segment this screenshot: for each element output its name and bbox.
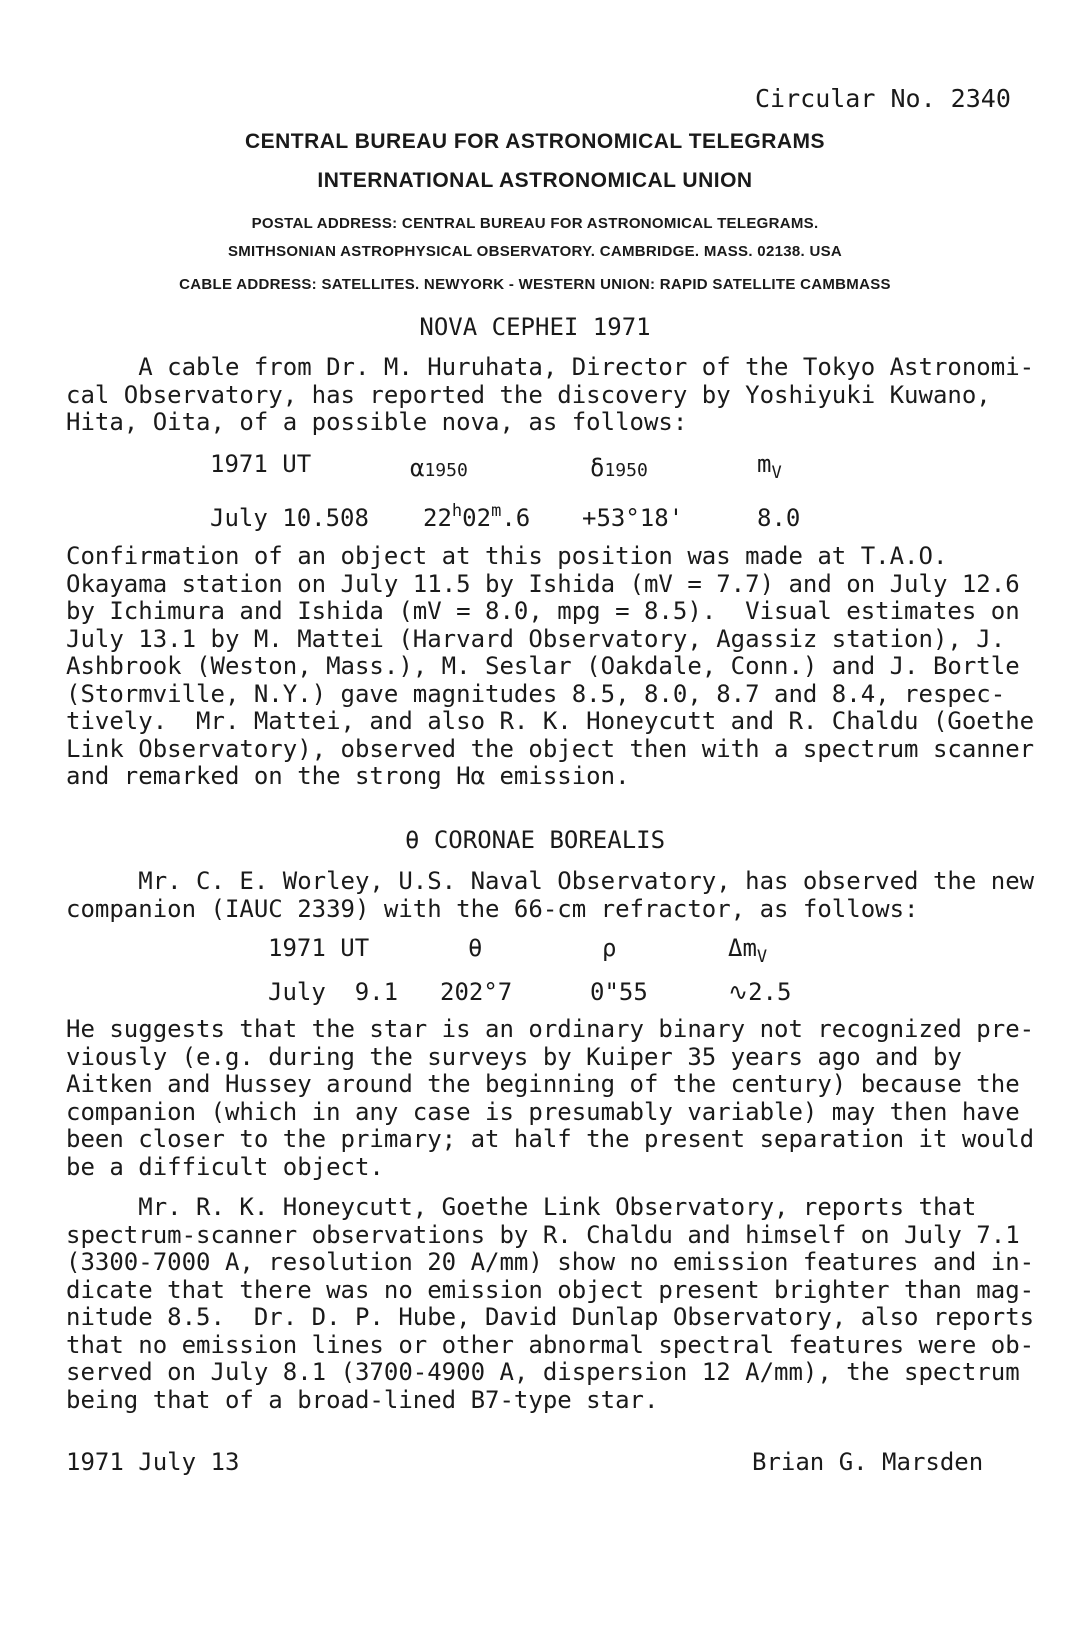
issue-date: 1971 July 13 <box>66 1448 240 1476</box>
honeycutt-paragraph <box>66 1193 1035 1414</box>
nova-section-title: NOVA CEPHEI 1971 <box>419 313 651 341</box>
nova-right-ascension: 22$^h$02$^m$.6 <box>423 501 531 532</box>
nova-body-line: Ashbrook (Weston, Mass.), M. Seslar (Oakdale, Conn.) and J. Bortle <box>66 652 1020 680</box>
nova-body-paragraph <box>66 542 1035 791</box>
postal-address-line-2: SMITHSONIAN ASTROPHYSICAL OBSERVATORY. CAMBRIDGE. MASS. 02138. USA <box>227 243 843 260</box>
honeycutt-line: that no emission lines or other abnormal spectral features were ob- <box>66 1330 1035 1359</box>
nova-col-ra-header: α1950 <box>410 454 468 482</box>
nova-body-line: by Ichimura and Ishida (mV = 8.0, mpg = 8.5). Visual estimates on <box>66 597 1020 625</box>
theta-separation: 0"55 <box>590 978 648 1006</box>
theta-body-line: Aitken and Hussey around the beginning of the century) because the <box>66 1070 1020 1098</box>
nova-declination: +53°18' <box>582 504 684 532</box>
nova-col-mag-header: $m_V$ <box>757 450 782 483</box>
theta-col-separation-header: ρ <box>602 934 617 962</box>
nova-position-table <box>0 450 1070 540</box>
bureau-title: CENTRAL BUREAU FOR ASTRONOMICAL TELEGRAMS <box>244 130 826 153</box>
honeycutt-line: nitude 8.5. Dr. D. P. Hube, David Dunlap Observatory, also reports <box>66 1303 1035 1331</box>
theta-col-ut-header: 1971 UT <box>268 934 370 962</box>
cable-address: CABLE ADDRESS: SATELLITES. NEWYORK - WESTERN UNION: RAPID SATELLITE CAMBMASS <box>179 276 891 293</box>
nova-intro-line: Hita, Oita, of a possible nova, as follows: <box>66 408 688 436</box>
theta-body-line: He suggests that the star is an ordinary binary not recognized pre- <box>66 1015 1035 1043</box>
theta-date: July 9.1 <box>268 978 399 1006</box>
union-title: INTERNATIONAL ASTRONOMICAL UNION <box>317 169 753 192</box>
theta-intro-paragraph <box>66 867 1035 923</box>
theta-body-paragraph <box>66 1015 1035 1181</box>
signature: Brian G. Marsden <box>752 1448 984 1476</box>
nova-body-line: and remarked on the strong Hα emission. <box>66 762 630 790</box>
honeycutt-line: (3300-7000 A, resolution 20 A/mm) show no emission features and in- <box>66 1248 1035 1276</box>
honeycutt-line: spectrum-scanner observations by R. Chaldu and himself on July 7.1 <box>66 1220 1020 1249</box>
circular-number: Circular No. 2340 <box>755 84 1011 113</box>
nova-body-line: (Stormville, N.Y.) gave magnitudes 8.5, 8.0, 8.7 and 8.4, respec- <box>66 679 1006 708</box>
theta-col-angle-header: θ <box>468 934 483 962</box>
nova-col-ut-header: 1971 UT <box>210 450 312 478</box>
theta-body-line: been closer to the primary; at half the present separation it would <box>66 1125 1035 1153</box>
nova-intro-line: A cable from Dr. M. Huruhata, Director of the Tokyo Astronomi- <box>66 353 1035 381</box>
nova-magnitude: 8.0 <box>757 504 801 532</box>
theta-body-line: be a difficult object. <box>66 1152 384 1181</box>
honeycutt-line: being that of a broad-lined B7-type star. <box>66 1385 659 1414</box>
theta-section-title: θ CORONAE BOREALIS <box>404 826 666 854</box>
honeycutt-line: served on July 8.1 (3700-4900 A, dispersion 12 A/mm), the spectrum <box>66 1358 1020 1386</box>
theta-col-dmag-header: $\Delta m_V$ <box>728 934 768 967</box>
nova-body-line: Okayama station on July 11.5 by Ishida (mV = 7.7) and on July 12.6 <box>66 569 1020 598</box>
nova-intro-line: cal Observatory, has reported the discovery by Yoshiyuki Kuwano, <box>66 380 991 409</box>
postal-address-line-1: POSTAL ADDRESS: CENTRAL BUREAU FOR ASTRONOMICAL TELEGRAMS. <box>251 215 819 232</box>
nova-col-dec-header: δ1950 <box>590 454 648 482</box>
nova-body-line: tively. Mr. Mattei, and also R. K. Honeycutt and R. Chaldu (Goethe <box>66 707 1035 735</box>
theta-position-angle: 202°7 <box>440 978 513 1006</box>
theta-body-line: companion (which in any case is presumably variable) may then have <box>66 1097 1020 1126</box>
nova-intro-paragraph <box>66 353 1035 437</box>
theta-intro-line: Mr. C. E. Worley, U.S. Naval Observatory, has observed the new <box>66 867 1035 895</box>
theta-intro-line: companion (IAUC 2339) with the 66-cm refractor, as follows: <box>66 894 919 923</box>
honeycutt-line: Mr. R. K. Honeycutt, Goethe Link Observatory, reports that <box>66 1193 977 1221</box>
nova-body-line: Link Observatory), observed the object then with a spectrum scanner <box>66 734 1035 763</box>
honeycutt-line: dicate that there was no emission object present brighter than mag- <box>66 1275 1035 1304</box>
theta-magnitude-difference: ∿2.5 <box>728 978 792 1006</box>
nova-body-line: July 13.1 by M. Mattei (Harvard Observatory, Agassiz station), J. <box>66 624 1006 653</box>
theta-measurement-table <box>0 934 1070 1014</box>
nova-date: July 10.508 <box>210 504 369 532</box>
theta-body-line: viously (e.g. during the surveys by Kuiper 35 years ago and by <box>66 1042 962 1071</box>
nova-body-line: Confirmation of an object at this position was made at T.A.O. <box>66 542 948 570</box>
